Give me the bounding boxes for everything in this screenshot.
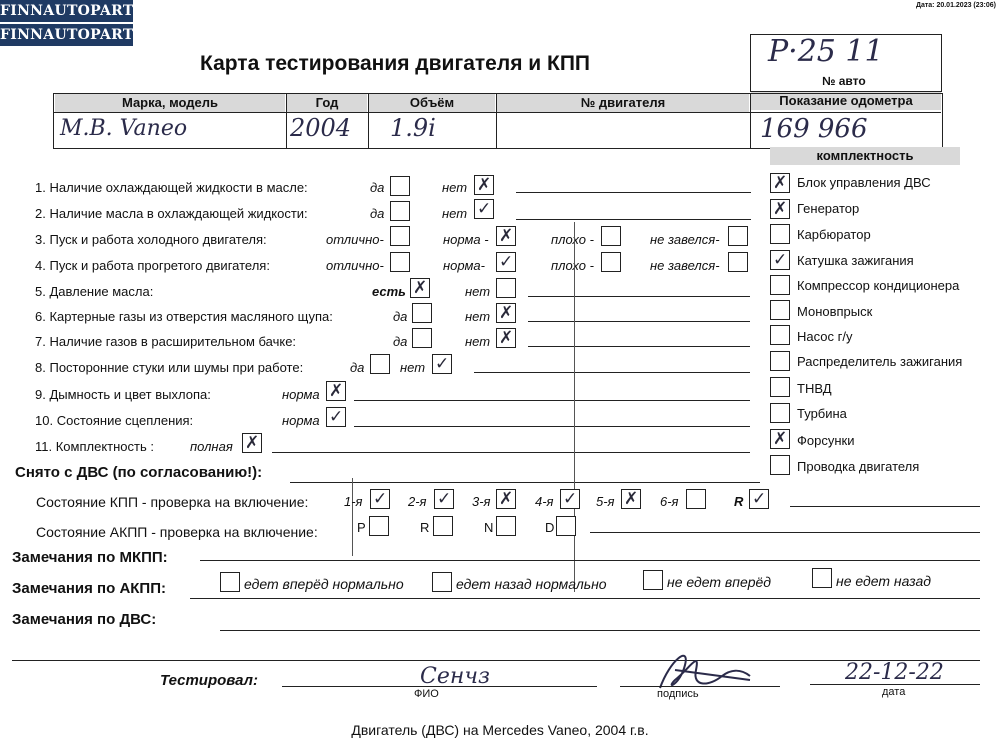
remarks-akpp-label: Замечания по АКПП:: [12, 580, 166, 597]
q4-excellent-checkbox[interactable]: [390, 252, 410, 272]
brand-logo: FINNAUTOPARTS: [0, 0, 133, 22]
q6-yes-checkbox[interactable]: [412, 303, 432, 323]
gear-label-1: 1-я: [344, 494, 363, 509]
kit-label-distributor: Распределитель зажигания: [797, 354, 963, 369]
gear-label-4: 4-я: [535, 494, 554, 509]
kit-checkbox-carburetor[interactable]: [770, 224, 790, 244]
checkmark-icon: ✗: [499, 489, 514, 509]
kit-label-ignition-coil: Катушка зажигания: [797, 253, 914, 268]
checkmark-icon: ✓: [437, 489, 452, 509]
q9-opt-normal: норма: [282, 387, 320, 402]
kit-label-power-steering-pump: Насос г/у: [797, 329, 853, 344]
checkmark-icon: ✗: [329, 381, 344, 401]
q8-opt-no: нет: [400, 360, 426, 375]
question-5: 5. Давление масла:: [35, 284, 154, 299]
q4-opt-excellent: отлично-: [326, 258, 384, 273]
kpp-label: Состояние КПП - проверка на включение:: [36, 494, 309, 510]
kit-label-injectors: Форсунки: [797, 433, 855, 448]
kit-label-ecu: Блок управления ДВС: [797, 175, 931, 190]
q1-opt-no: нет: [442, 180, 468, 195]
kit-label-engine-wiring: Проводка двигателя: [797, 459, 920, 474]
q3-no-start-checkbox[interactable]: [728, 226, 748, 246]
akpp-checkbox-d[interactable]: [556, 516, 576, 536]
kit-checkbox-mono-injection[interactable]: [770, 300, 790, 320]
gear-label-2: 2-я: [408, 494, 427, 509]
header-make-model: Марка, модель: [55, 94, 285, 112]
gear-label-r: R: [734, 494, 744, 509]
question-4: 4. Пуск и работа прогретого двигателя:: [35, 258, 270, 273]
question-7: 7. Наличие газов в расширительном бачке:: [35, 334, 297, 349]
remarks-mkpp-label: Замечания по МКПП:: [12, 549, 168, 566]
kit-label-mono-injection: Моновпрыск: [797, 304, 873, 319]
q1-opt-yes: да: [370, 180, 385, 195]
checkmark-icon: ✗: [477, 175, 492, 195]
q3-opt-no-start: не завелся-: [650, 232, 720, 247]
question-3: 3. Пуск и работа холодного двигателя:: [35, 232, 267, 247]
odometer-value: 169 966: [760, 114, 868, 144]
akpp-gear-r: R: [420, 520, 430, 535]
checkmark-icon: ✓: [373, 489, 388, 509]
q2-opt-yes: да: [370, 206, 385, 221]
q2-yes-checkbox[interactable]: [390, 201, 410, 221]
image-caption: Двигатель (ДВС) на Mercedes Vaneo, 2004 г.в.: [351, 722, 649, 738]
akpp-gear-n: N: [484, 520, 494, 535]
checkmark-icon: ✗: [413, 278, 428, 298]
question-2: 2. Наличие масла в охлаждающей жидкости:: [35, 206, 308, 221]
kit-checkbox-power-steering-pump[interactable]: [770, 325, 790, 345]
akpp-checkbox-p[interactable]: [369, 516, 389, 536]
kit-checkbox-distributor[interactable]: [770, 351, 790, 371]
akpp-forward-ok-label: едет вперёд нормально: [244, 576, 404, 592]
q11-opt-full: полная: [190, 439, 233, 454]
q4-opt-normal: норма-: [443, 258, 485, 273]
q3-bad-checkbox[interactable]: [601, 226, 621, 246]
signature-label: подпись: [657, 688, 699, 700]
tester-name: Сенчз: [420, 664, 491, 689]
question-1: 1. Наличие охлаждающей жидкости в масле:: [35, 180, 308, 195]
checkmark-icon: ✓: [329, 407, 344, 427]
q3-opt-bad: плохо -: [551, 232, 594, 247]
akpp-checkbox-n[interactable]: [496, 516, 516, 536]
checkmark-icon: ✗: [773, 429, 788, 449]
date-value: 22-12-22: [845, 660, 944, 685]
vehicle-number-value: P·25 11: [768, 34, 884, 69]
kit-checkbox-injection-pump[interactable]: [770, 377, 790, 397]
checkmark-icon: ✓: [435, 354, 450, 374]
akpp-no-reverse-checkbox[interactable]: [812, 568, 832, 588]
removed-label: Снято с ДВС (по согласованию!):: [15, 464, 263, 481]
question-6: 6. Картерные газы из отверстия масляного щупа:: [35, 309, 333, 324]
checkmark-icon: ✗: [773, 173, 788, 193]
q4-opt-no-start: не завелся-: [650, 258, 720, 273]
akpp-reverse-ok-checkbox[interactable]: [432, 572, 452, 592]
kit-checkbox-engine-wiring[interactable]: [770, 455, 790, 475]
checkmark-icon: ✗: [499, 328, 514, 348]
akpp-no-forward-label: не едет вперёд: [667, 574, 772, 590]
remarks-dvs-label: Замечания по ДВС:: [12, 611, 157, 628]
tested-by-label: Тестировал:: [160, 672, 258, 689]
q6-opt-no: нет: [465, 309, 491, 324]
akpp-forward-ok-checkbox[interactable]: [220, 572, 240, 592]
akpp-checkbox-r[interactable]: [433, 516, 453, 536]
akpp-reverse-ok-label: едет назад нормально: [456, 576, 607, 592]
akpp-gear-p: P: [357, 520, 366, 535]
q7-yes-checkbox[interactable]: [412, 328, 432, 348]
header-year: Год: [287, 94, 367, 112]
question-9: 9. Дымность и цвет выхлопа:: [35, 387, 211, 402]
header-engine-number: № двигателя: [497, 94, 749, 112]
checkmark-icon: ✓: [752, 489, 767, 509]
q4-no-start-checkbox[interactable]: [728, 252, 748, 272]
q1-yes-checkbox[interactable]: [390, 176, 410, 196]
date-label: дата: [882, 686, 906, 698]
q3-opt-normal: норма -: [443, 232, 489, 247]
checkmark-icon: ✗: [773, 199, 788, 219]
volume-value: 1.9i: [390, 114, 436, 142]
akpp-no-reverse-label: не едет назад: [836, 573, 931, 589]
q8-opt-yes: да: [350, 360, 365, 375]
q5-no-checkbox[interactable]: [496, 278, 516, 298]
make-model-value: M.B. Vaneo: [60, 116, 188, 141]
checkmark-icon: ✓: [499, 252, 514, 272]
checkmark-icon: ✗: [245, 433, 260, 453]
q3-opt-excellent: отлично-: [326, 232, 384, 247]
q2-opt-no: нет: [442, 206, 468, 221]
checkmark-icon: ✗: [624, 489, 639, 509]
checkmark-icon: ✓: [477, 199, 492, 219]
form-title: Карта тестирования двигателя и КПП: [200, 52, 591, 75]
brand-logo-secondary: FINNAUTOPARTS: [0, 24, 133, 46]
checkmark-icon: ✓: [773, 250, 788, 270]
kit-checkbox-turbine[interactable]: [770, 403, 790, 423]
kit-label-generator: Генератор: [797, 201, 860, 216]
checkmark-icon: ✗: [499, 303, 514, 323]
year-value: 2004: [290, 114, 352, 142]
kit-label-injection-pump: ТНВД: [797, 381, 832, 396]
q3-excellent-checkbox[interactable]: [390, 226, 410, 246]
header-volume: Объём: [369, 94, 495, 112]
q5-opt-yes: есть: [372, 284, 406, 299]
question-8: 8. Посторонние стуки или шумы при работе:: [35, 360, 304, 375]
q7-opt-no: нет: [465, 334, 491, 349]
kit-label-turbine: Турбина: [797, 406, 847, 421]
fio-label: ФИО: [414, 688, 439, 700]
question-11: 11. Комплектность :: [35, 439, 154, 454]
q6-opt-yes: да: [393, 309, 408, 324]
q4-opt-bad: плохо -: [551, 258, 594, 273]
akpp-gear-d: D: [545, 520, 555, 535]
gear-label-5: 5-я: [596, 494, 615, 509]
checkmark-icon: ✓: [563, 489, 578, 509]
header-odometer: Показание одометра: [751, 92, 941, 110]
question-10: 10. Состояние сцепления:: [35, 413, 194, 428]
akpp-no-forward-checkbox[interactable]: [643, 570, 663, 590]
checkmark-icon: ✗: [499, 226, 514, 246]
akpp-label: Состояние АКПП - проверка на включение:: [36, 524, 318, 540]
kit-checkbox-ac-compressor[interactable]: [770, 275, 790, 295]
date-stamp: Дата: 20.01.2023 (23:06): [915, 2, 996, 9]
gear-checkbox-6[interactable]: [686, 489, 706, 509]
vehicle-number-label: № авто: [822, 74, 866, 88]
q8-yes-checkbox[interactable]: [370, 354, 390, 374]
q5-opt-no: нет: [465, 284, 491, 299]
q10-opt-normal: норма: [282, 413, 320, 428]
q7-opt-yes: да: [393, 334, 408, 349]
gear-label-3: 3-я: [472, 494, 491, 509]
kit-label-carburetor: Карбюратор: [797, 227, 871, 242]
gear-label-6: 6-я: [660, 494, 679, 509]
kit-title: комплектность: [770, 147, 960, 165]
kit-label-ac-compressor: Компрессор кондиционера: [797, 278, 960, 293]
q4-bad-checkbox[interactable]: [601, 252, 621, 272]
